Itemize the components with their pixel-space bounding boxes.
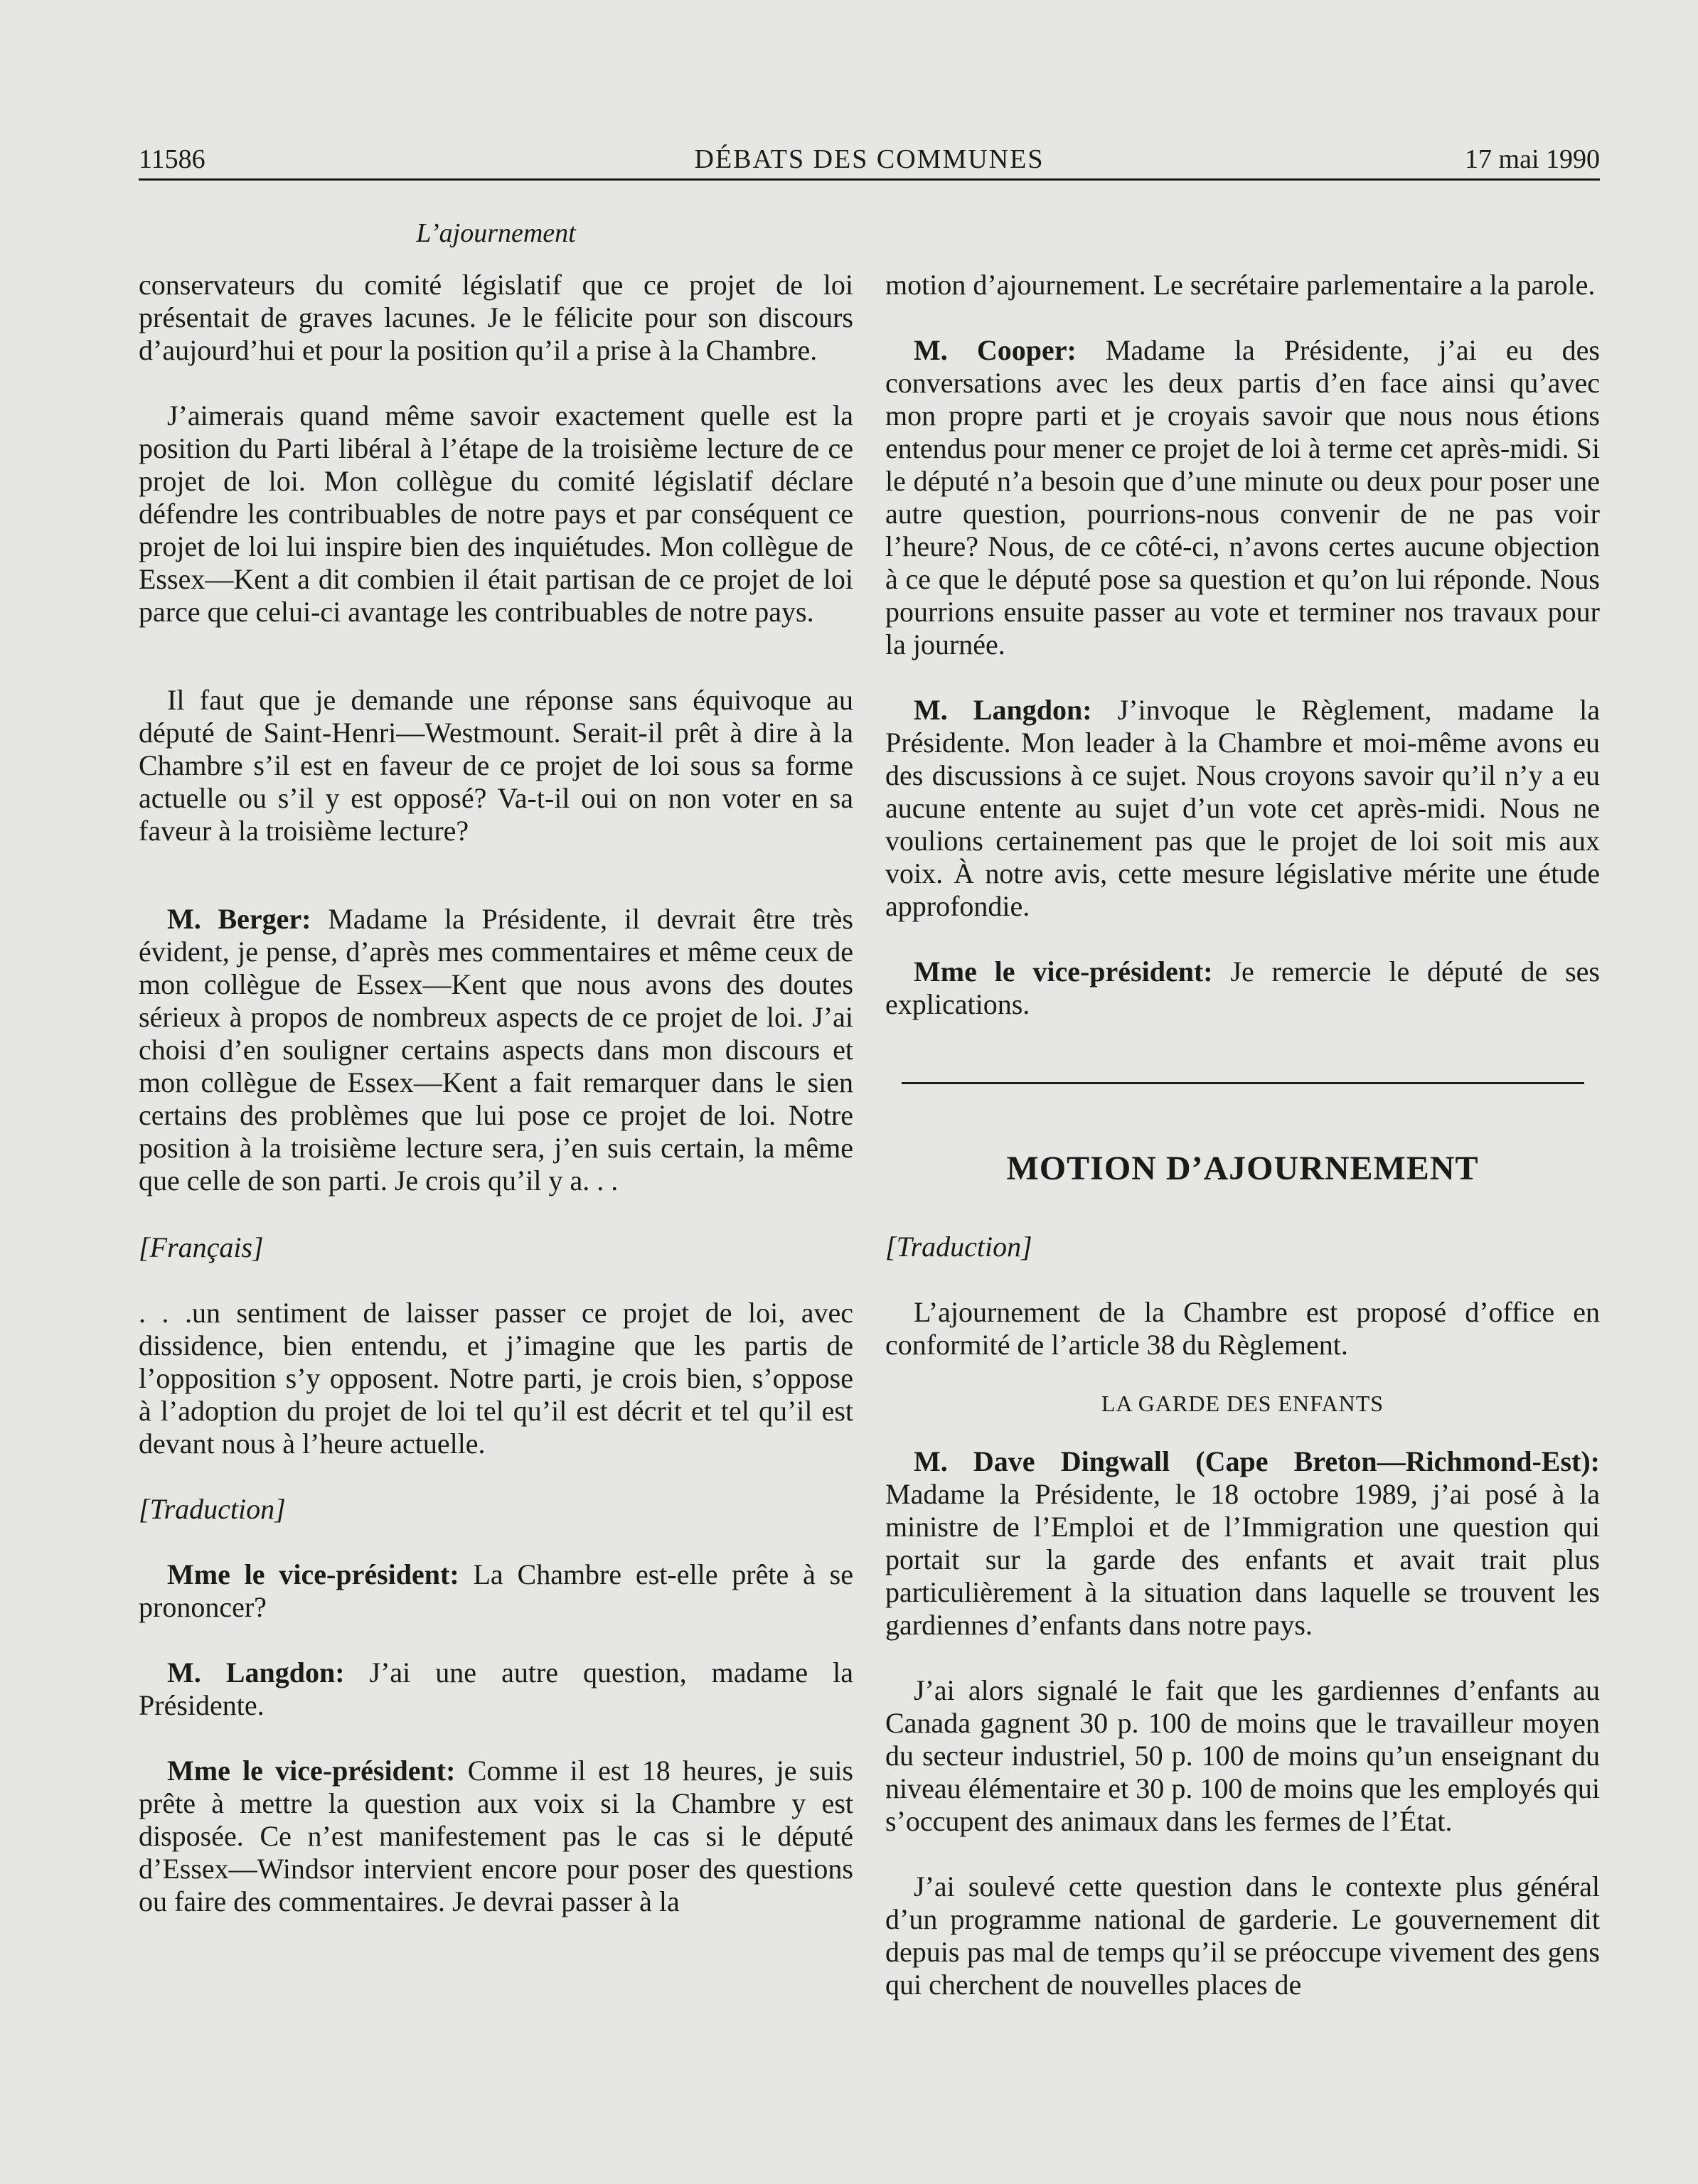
speech-text: J’ai une autre question, madame la Présidente.: [139, 1656, 853, 1721]
paragraph: L’ajournement de la Chambre est proposé d’office en conformité de l’article 38 du Règlement.: [885, 1296, 1600, 1361]
speech-paragraph: [139, 1755, 853, 1918]
speech-paragraph: [139, 1656, 853, 1722]
paragraph: J’aimerais quand même savoir exactement quelle est la position du Parti libéral à l’étape de la troisième lecture de ce projet de loi. Mon collègue du comité législatif déclare défendre les contribuables de notre pays et par conséquent ce projet de loi lui inspire bien des inquiétudes. Mon collègue de Essex—Kent a dit combien il était partisan de ce projet de loi parce que celui-ci avantage les contribuables de notre pays.: [139, 400, 853, 628]
speech-text: Je remercie le député de ses explications.: [885, 956, 1600, 1020]
publication-date: 17 mai 1990: [1465, 144, 1600, 174]
speech-text: Madame la Présidente, j’ai eu des conversations avec les deux partis d’en face ainsi qu’avec mon propre parti et je croyais savoir que nous nous étions entendus pour mener ce projet de loi à terme cet après-midi. Si le député n’a besoin que d’une minute ou deux pour poser une autre question, pourrions-nous convenir de ne pas voir l’heure? Nous, de ce côté-ci, n’avons certes aucune objection à ce que le député pose sa question et qu’on lui réponde. Nous pourrions ensuite passer au vote et terminer nos travaux pour la journée.: [885, 334, 1601, 660]
speech-text: La Chambre est-elle prête à se prononcer?: [139, 1558, 853, 1623]
right-column: [885, 269, 1600, 2034]
speech-paragraph: [139, 1558, 853, 1624]
speaker-name: M. Langdon:: [167, 1656, 345, 1688]
paragraph: . . .un sentiment de laisser passer ce projet de loi, avec dissidence, bien entendu, et j’imagine que les partis de l’opposition s’y opposent. Notre parti, je crois bien, s’oppose à l’adoption du projet de loi tel qu’il est décrit et tel qu’il est devant nous à l’heure actuelle.: [139, 1297, 853, 1460]
publication-title: DÉBATS DES COMMUNES: [694, 144, 1045, 174]
speaker-name: Mme le vice-président:: [914, 956, 1213, 987]
speech-paragraph: [139, 903, 853, 1197]
speaker-name: Mme le vice-président:: [167, 1558, 459, 1590]
speaker-name: M. Dave Dingwall (Cape Breton—Richmond-Est):: [914, 1445, 1600, 1477]
speaker-name: Mme le vice-président:: [167, 1755, 456, 1787]
subsection-title: LA GARDE DES ENFANTS: [1101, 1391, 1384, 1416]
section-title: MOTION D’AJOURNEMENT: [1006, 1150, 1479, 1187]
speaker-name: M. Cooper:: [914, 334, 1077, 366]
paragraph: J’ai alors signalé le fait que les gardiennes d’enfants au Canada gagnent 30 p. 100 de moins que le travailleur moyen du secteur industriel, 50 p. 100 de moins qu’un enseignant du niveau élémentaire et 30 p. 100 de moins que les employés qui s’occupent des animaux dans les fermes de l’État.: [885, 1674, 1600, 1837]
running-title: L’ajournement: [416, 218, 576, 248]
paragraph: Il faut que je demande une réponse sans équivoque au député de Saint-Henri—Westmount. Serait-il prêt à dire à la Chambre s’il est en faveur de ce projet de loi sous sa forme actuelle ou s’il y est opposé? Va-t-il oui on non voter en sa faveur à la troisième lecture?: [139, 684, 853, 847]
left-column: [139, 269, 853, 1951]
section-divider: [902, 1082, 1584, 1084]
speech-paragraph: [885, 956, 1600, 1021]
language-tag: [Traduction]: [885, 1231, 1032, 1263]
paragraph: conservateurs du comité législatif que ce projet de loi présentait de graves lacunes. Je le félicite pour son discours d’aujourd’hui et pour la position qu’il a prise à la Chambre.: [139, 269, 853, 366]
speech-text: Comme il est 18 heures, je suis prête à mettre la question aux voix si la Chambre y est disposée. Ce n’est manifestement pas le cas si le député d’Essex—Windsor intervient encore pour poser des questions ou faire des commentaires. Je devrai passer à la: [139, 1755, 853, 1917]
language-tag: [Traduction]: [139, 1493, 286, 1525]
speech-text: J’invoque le Règlement, madame la Présidente. Mon leader à la Chambre et moi-même avons eu des discussions à ce sujet. Nous croyons savoir qu’il n’y a eu aucune entente au sujet d’un vote cet après-midi. Nous ne voulions certainement pas que le projet de loi soit mis aux voix. À notre avis, cette mesure législative mérite une étude approfondie.: [885, 694, 1600, 922]
page-number: 11586: [139, 144, 205, 174]
speech-text: Madame la Présidente, il devrait être très évident, je pense, d’après mes commentaires et même ceux de mon collègue de Essex—Kent que nous avons des doutes sérieux à propos de nombreux aspects de ce projet de loi. J’ai choisi d’en souligner certains aspects dans mon discours et mon collègue de Essex—Kent a fait remarquer dans le sien certains des problèmes que lui pose ce projet de loi. Notre position à la troisième lecture sera, j’en suis certain, la même que celle de son parti. Je crois qu’il y a. . .: [139, 903, 853, 1197]
page-header: [139, 139, 1600, 181]
speaker-name: M. Langdon:: [914, 694, 1092, 726]
header-rule: [139, 178, 1600, 181]
paragraph: J’ai soulevé cette question dans le contexte plus général d’un programme national de garderie. Le gouvernement dit depuis pas mal de temps qu’il se préoccupe vivement des gens qui cherchent de nouvelles places de: [885, 1870, 1600, 2001]
speaker-name: M. Berger:: [167, 903, 311, 935]
speech-paragraph: [885, 1445, 1600, 1642]
language-tag: [Français]: [139, 1231, 264, 1263]
paragraph: motion d’ajournement. Le secrétaire parlementaire a la parole.: [885, 269, 1596, 301]
speech-text: Madame la Présidente, le 18 octobre 1989, j’ai posé à la ministre de l’Emploi et de l’Immigration une question qui portait sur la garde des enfants et avait trait plus particulièrement à la situation dans laquelle se trouvent les gardiennes d’enfants dans notre pays.: [885, 1478, 1600, 1641]
speech-paragraph: [885, 694, 1600, 923]
speech-paragraph: [885, 334, 1600, 661]
